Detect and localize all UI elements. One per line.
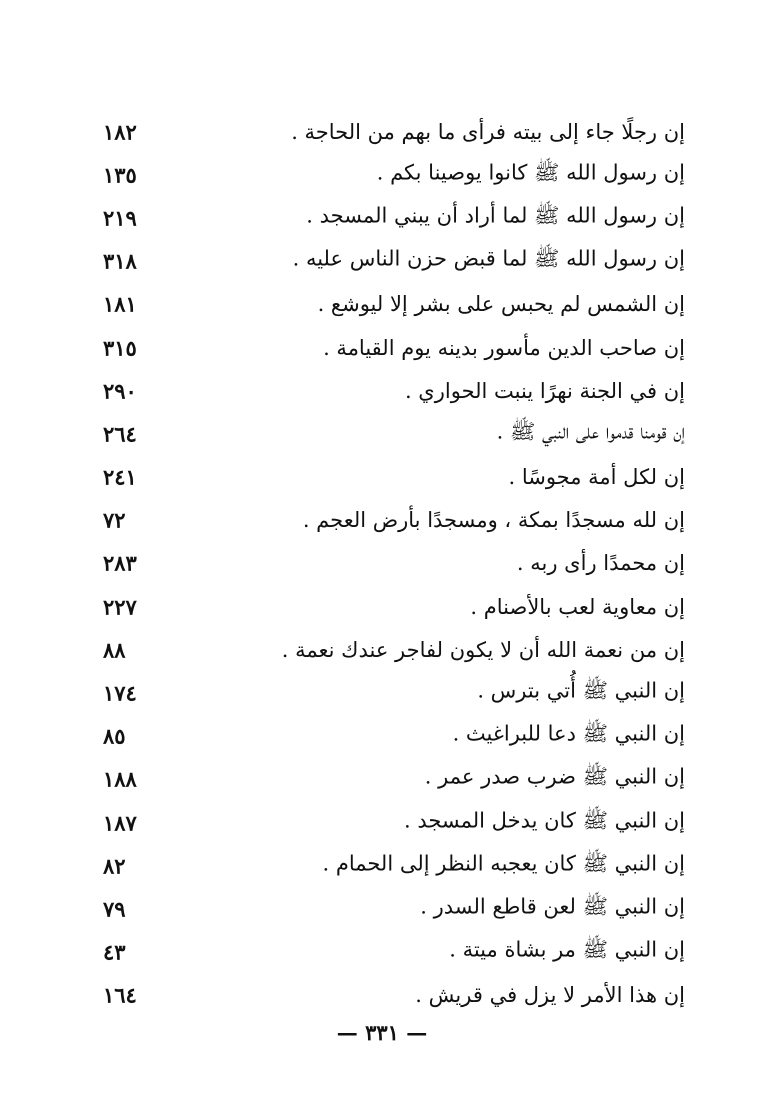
index-entry	[95, 412, 685, 455]
index-entry	[95, 110, 685, 153]
page-number: — ٣٣١ —	[336, 1020, 428, 1045]
entry-page-number: ٢١٩	[103, 205, 137, 231]
index-entry	[95, 671, 685, 714]
entry-page-number: ٢٦٤	[103, 421, 137, 447]
entry-page-number: ٨٨	[103, 637, 126, 663]
entry-page-number: ٤٣	[103, 939, 126, 965]
entry-text: إن معاوية لعب بالأصنام .	[470, 594, 685, 619]
entry-text: إن هذا الأمر لا يزل في قريش .	[415, 983, 685, 1008]
entry-page-number: ٨٥	[103, 723, 126, 749]
index-entry	[95, 628, 685, 671]
index-entry	[95, 715, 685, 758]
index-entry	[95, 974, 685, 1017]
index-entry	[95, 456, 685, 499]
entry-page-number: ٢٨٣	[103, 550, 137, 576]
entry-text: إن صاحب الدين مأسور بدينه يوم القيامة .	[323, 335, 685, 360]
entry-text: إن لله مسجدًا بمكة ، ومسجدًا بأرض العجم .	[302, 508, 685, 533]
entry-text: إن النبي ﷺ لعن قاطع السدر .	[420, 894, 685, 919]
entry-page-number: ٢٢٧	[103, 594, 137, 620]
entry-text: إن في الجنة نهرًا ينبت الحواري .	[404, 378, 685, 403]
entry-text: إن النبي ﷺ كان يعجبه النظر إلى الحمام .	[322, 851, 685, 876]
entry-page-number: ١٧٤	[103, 680, 137, 706]
entry-page-number: ١٣٥	[103, 162, 137, 188]
entry-page-number: ٧٩	[103, 896, 126, 922]
entry-text: إن رجلًا جاء إلى بيته فرأى ما بهم من الحاجة .	[291, 119, 685, 144]
index-entry	[95, 887, 685, 930]
entry-text: إن رسول الله ﷺ لما قبض حزن الناس عليه .	[292, 246, 685, 271]
index-entry	[95, 153, 685, 196]
entry-text: إن النبي ﷺ ضرب صدر عمر .	[424, 764, 685, 789]
index-entry	[95, 585, 685, 628]
entry-page-number: ١٦٤	[103, 982, 137, 1008]
index-entry	[95, 844, 685, 887]
entry-text: إن لكل أمة مجوسًا .	[508, 465, 685, 490]
entry-text: إن محمدًا رأى ربه .	[516, 551, 685, 576]
entry-page-number: ١٨١	[103, 291, 137, 317]
entry-text: إن رسول الله ﷺ لما أراد أن يبني المسجد .	[306, 203, 685, 228]
entry-page-number: ١٨٢	[103, 119, 137, 145]
entry-text: إن النبي ﷺ أُتي بترس .	[477, 678, 685, 703]
index-entry	[95, 499, 685, 542]
index-entry	[95, 758, 685, 801]
index-entry	[95, 542, 685, 585]
index-entry	[95, 801, 685, 844]
entry-page-number: ٢٩٠	[103, 378, 137, 404]
index-entry	[95, 283, 685, 326]
entry-text: إن النبي ﷺ دعا للبراغيث .	[452, 721, 685, 746]
entry-page-number: ١٨٨	[103, 766, 137, 792]
entry-text: إن النبي ﷺ كان يدخل المسجد .	[403, 808, 685, 833]
index-entry	[95, 240, 685, 283]
entry-page-number: ٣١٨	[103, 248, 137, 274]
entry-page-number: ٣١٥	[103, 335, 137, 361]
entry-text: إن من نعمة الله أن لا يكون لفاجر عندك نعمة .	[281, 637, 685, 662]
entry-page-number: ١٨٧	[103, 810, 137, 836]
index-entry	[95, 196, 685, 239]
index-entry	[95, 326, 685, 369]
entry-text: إن الشمس لم يحبس على بشر إلا ليوشع .	[317, 292, 685, 317]
entry-text: إن النبي ﷺ مر بشاة ميتة .	[449, 937, 685, 962]
entry-page-number: ٢٤١	[103, 464, 137, 490]
hadith-index-list	[95, 110, 685, 1017]
index-entry	[95, 931, 685, 974]
entry-text: إن قومنا قدموا على النبي ﷺ .	[496, 419, 685, 444]
entry-page-number: ٧٢	[103, 507, 126, 533]
index-entry	[95, 369, 685, 412]
entry-page-number: ٨٢	[103, 853, 126, 879]
entry-text: إن رسول الله ﷺ كانوا يوصينا بكم .	[376, 160, 685, 185]
